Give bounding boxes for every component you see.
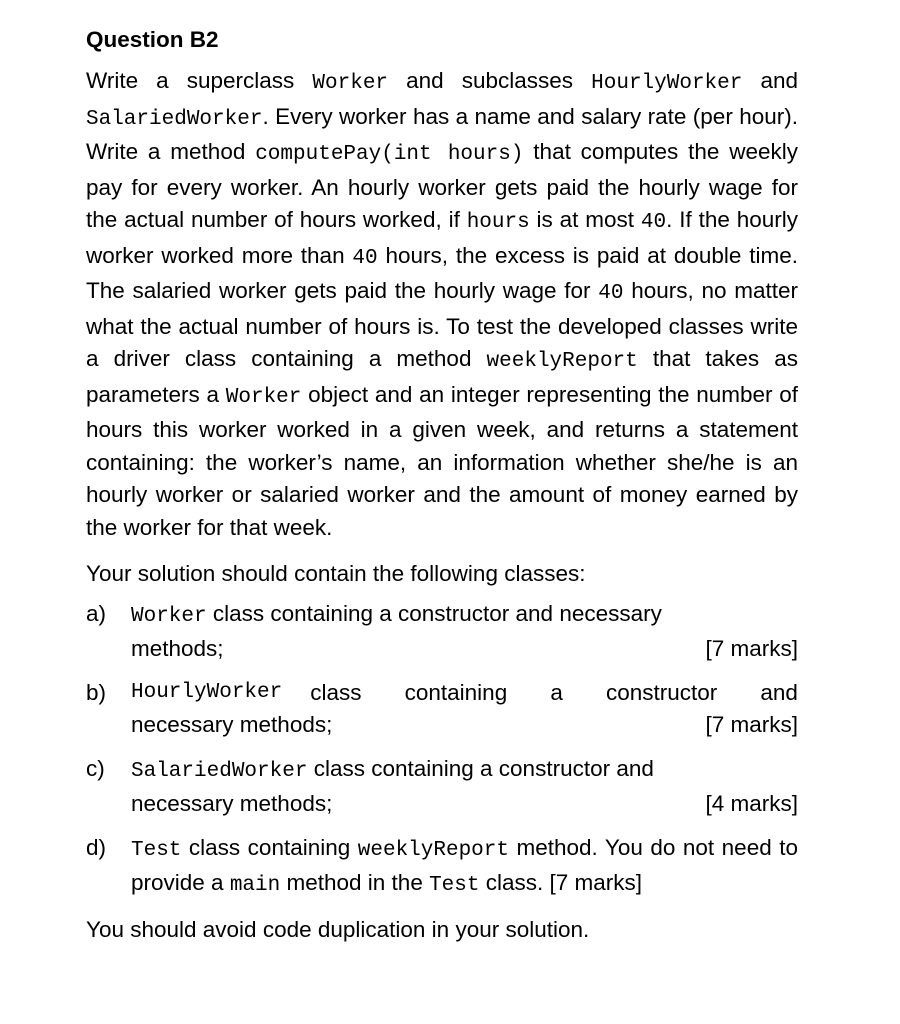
item-text: class containing <box>181 834 358 860</box>
item-text: necessary methods; <box>131 791 333 816</box>
solution-intro: Your solution should contain the following classes: <box>86 561 586 586</box>
text-run: and <box>742 68 798 93</box>
text-run: is at most <box>529 207 641 232</box>
item-word: containing <box>404 679 508 705</box>
item-marks: [7 marks] <box>549 870 643 895</box>
item-word: and <box>760 679 798 705</box>
code-hours: hours <box>466 211 530 234</box>
item-text: class containing a constructor and necessary <box>206 600 662 626</box>
question-description <box>86 65 798 544</box>
text-run: hours, the excess is paid at double time. The salaried worker gets paid the hourly wage for <box>86 242 798 303</box>
text-run: Write a superclass <box>86 68 313 93</box>
question-heading: Question B2 <box>86 27 219 52</box>
item-word: class <box>310 679 362 705</box>
text-run: . If the hourly worker worked more than <box>86 207 799 268</box>
code-40: 40 <box>352 246 378 270</box>
item-letter: a) <box>86 600 107 626</box>
code-40: 40 <box>640 211 667 234</box>
requirements-list <box>86 598 798 903</box>
document-page <box>86 24 798 946</box>
item-marks: [4 marks] <box>705 791 798 816</box>
item-text: class. <box>479 870 550 895</box>
item-marks: [7 marks] <box>705 636 798 661</box>
code-computepay: computePay(int hours) <box>255 143 524 166</box>
text-run: object and an integer representing the number of hours this worker worked in a given week, and returns a statement containing: the worker’s name, an information whether she/he is an hourly worker or salaried worker and the amount of money earned by the worker for that week. <box>86 381 799 540</box>
item-code: main <box>229 874 281 897</box>
list-item <box>86 598 798 666</box>
item-text: class containing a constructor and <box>307 755 654 781</box>
list-item <box>86 753 798 821</box>
item-code: Test <box>429 874 480 897</box>
item-letter: b) <box>86 679 107 705</box>
item-text: method in the <box>280 870 430 895</box>
text-run: . Every worker has a name and salary rate (per hour). Write a method <box>86 103 798 164</box>
text-run: and subclasses <box>388 68 592 93</box>
item-text: methods; <box>131 636 224 661</box>
closing-note: You should avoid code duplication in your solution. <box>86 916 590 942</box>
code-weeklyreport: weeklyReport <box>486 350 638 373</box>
item-marks: [7 marks] <box>705 712 798 737</box>
list-item <box>86 832 798 903</box>
code-worker: Worker <box>312 72 389 95</box>
text-run: that takes as parameters a <box>86 346 799 407</box>
code-40: 40 <box>598 282 624 305</box>
text-run: hours, no matter what the actual number of hours is. To test the developed classes write a driver class containing a method <box>86 278 798 371</box>
text-run: that computes the weekly pay for every worker. An hourly worker gets paid the hourly wage for the actual number of hours worked, if <box>86 139 798 232</box>
code-worker: Worker <box>225 385 302 409</box>
item-word: a <box>550 679 563 705</box>
item-code: SalariedWorker <box>131 759 308 783</box>
code-hourlyworker: HourlyWorker <box>591 72 743 95</box>
item-code: weeklyReport <box>357 838 509 862</box>
item-code: HourlyWorker <box>131 680 283 704</box>
code-salariedworker: SalariedWorker <box>86 107 263 131</box>
item-letter: d) <box>86 834 107 860</box>
list-item <box>86 677 798 742</box>
item-letter: c) <box>86 755 105 781</box>
item-code: Test <box>131 838 182 862</box>
item-word: constructor <box>605 679 718 705</box>
item-text: method. You do not need to provide a <box>131 834 798 895</box>
item-code: Worker <box>131 604 207 628</box>
item-text: necessary methods; <box>131 712 333 737</box>
